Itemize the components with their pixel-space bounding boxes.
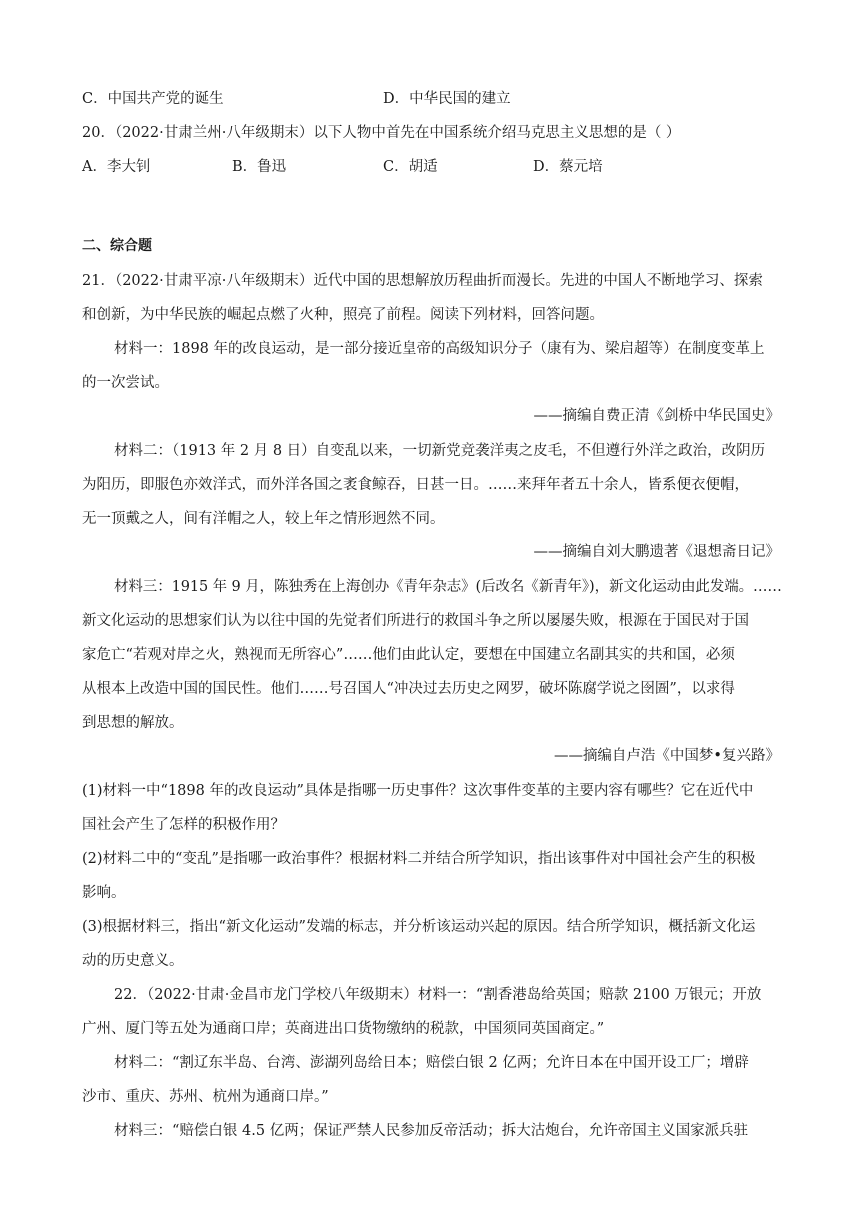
q21-intro-line-1: 21．（2022·甘肃平凉·八年级期末）近代中国的思想解放历程曲折而漫长。先进的中国人不断地学习、探索 — [82, 273, 763, 289]
q21-material-2-line-1: 材料二：（1913 年 2 月 8 日）自变乱以来，一切新党竞袭洋夷之皮毛，不但遵行外洋之政治，改阴历 — [114, 443, 766, 459]
q19-option-d: D．中华民国的建立 — [383, 91, 511, 107]
q21-part-1-line-2: 国社会产生了怎样的积极作用？ — [82, 817, 285, 833]
q21-material-1-source: ——摘编自费正清《剑桥中华民国史》 — [533, 408, 780, 424]
q21-material-3-line-4: 从根本上改造中国的国民性。他们……号召国人“冲决过去历史之网罗，破坏陈腐学说之囹圄”，以求得 — [82, 681, 735, 697]
q20-option-c: C．胡适 — [383, 159, 438, 175]
q22-intro-line-1: 22．（2022·甘肃·金昌市龙门学校八年级期末）材料一：“割香港岛给英国；赔款 2100 万银元；开放 — [114, 987, 762, 1003]
q21-material-2-line-3: 无一顶戴之人，间有洋帽之人，较上年之情形迥然不同。 — [82, 511, 445, 527]
q22-material-2-line-2: 沙市、重庆、苏州、杭州为通商口岸。” — [82, 1089, 329, 1105]
q21-material-3-source: ——摘编自卢浩《中国梦•复兴路》 — [553, 748, 780, 764]
q21-part-1-line-1: (1)材料一中“1898 年的改良运动”具体是指哪一历史事件？这次事件变革的主要内容有哪些？它在近代中 — [82, 783, 754, 799]
q21-part-3-line-1: (3)根据材料三，指出“新文化运动”发端的标志，并分析该运动兴起的原因。结合所学知识，概括新文化运 — [82, 919, 756, 935]
q20-stem: 20．（2022·甘肃兰州·八年级期末）以下人物中首先在中国系统介绍马克思主义思想的是（ ） — [82, 125, 681, 141]
q21-material-2-source: ——摘编自刘大鹏遗著《退想斋日记》 — [533, 544, 780, 560]
q21-part-2-line-1: (2)材料二中的“变乱”是指哪一政治事件？根据材料二并结合所学知识，指出该事件对中国社会产生的积极 — [82, 851, 756, 867]
q19-option-c: C．中国共产党的诞生 — [82, 91, 224, 107]
q21-material-1-line-2: 的一次尝试。 — [82, 375, 169, 391]
q22-intro-line-2: 广州、厦门等五处为通商口岸；英商进出口货物缴纳的税款，中国须同英国商定。” — [82, 1021, 605, 1037]
q21-intro-line-2: 和创新，为中华民族的崛起点燃了火种，照亮了前程。阅读下列材料，回答问题。 — [82, 307, 604, 323]
q21-material-3-line-5: 到思想的解放。 — [82, 715, 184, 731]
q21-material-3-line-3: 家危亡“若观对岸之火，熟视而无所容心”……他们由此认定，要想在中国建立名副其实的共和国，必须 — [82, 647, 735, 663]
q22-material-3-line-1: 材料三：“赔偿白银 4.5 亿两；保证严禁人民参加反帝活动；拆大沽炮台，允许帝国主义国家派兵驻 — [114, 1123, 749, 1139]
section-title: 二、综合题 — [82, 238, 152, 254]
q21-part-2-line-2: 影响。 — [82, 885, 126, 901]
q21-material-3-line-1: 材料三：1915 年 9 月，陈独秀在上海创办《青年杂志》(后改名《新青年》)，新文化运动由此发端。…… — [114, 579, 782, 595]
q20-option-d: D．蔡元培 — [533, 159, 603, 175]
q22-material-2-line-1: 材料二：“割辽东半岛、台湾、澎湖列岛给日本；赔偿白银 2 亿两；允许日本在中国开设工厂；增辟 — [114, 1055, 749, 1071]
q21-material-1-line-1: 材料一：1898 年的改良运动，是一部分接近皇帝的高级知识分子（康有为、梁启超等）在制度变革上 — [114, 341, 765, 357]
q21-material-2-line-2: 为阳历，即服色亦效洋式，而外洋各国之袤食鲸吞，日甚一日。……来拜年者五十余人，皆系便衣便帽， — [82, 477, 749, 493]
q20-option-a: A．李大钊 — [82, 159, 151, 175]
q20-option-b: B．鲁迅 — [232, 159, 287, 175]
q21-part-3-line-2: 动的历史意义。 — [82, 953, 184, 969]
q21-material-3-line-2: 新文化运动的思想家们认为以往中国的先觉者们所进行的救国斗争之所以屡屡失败，根源在于国民对于国 — [82, 613, 749, 629]
